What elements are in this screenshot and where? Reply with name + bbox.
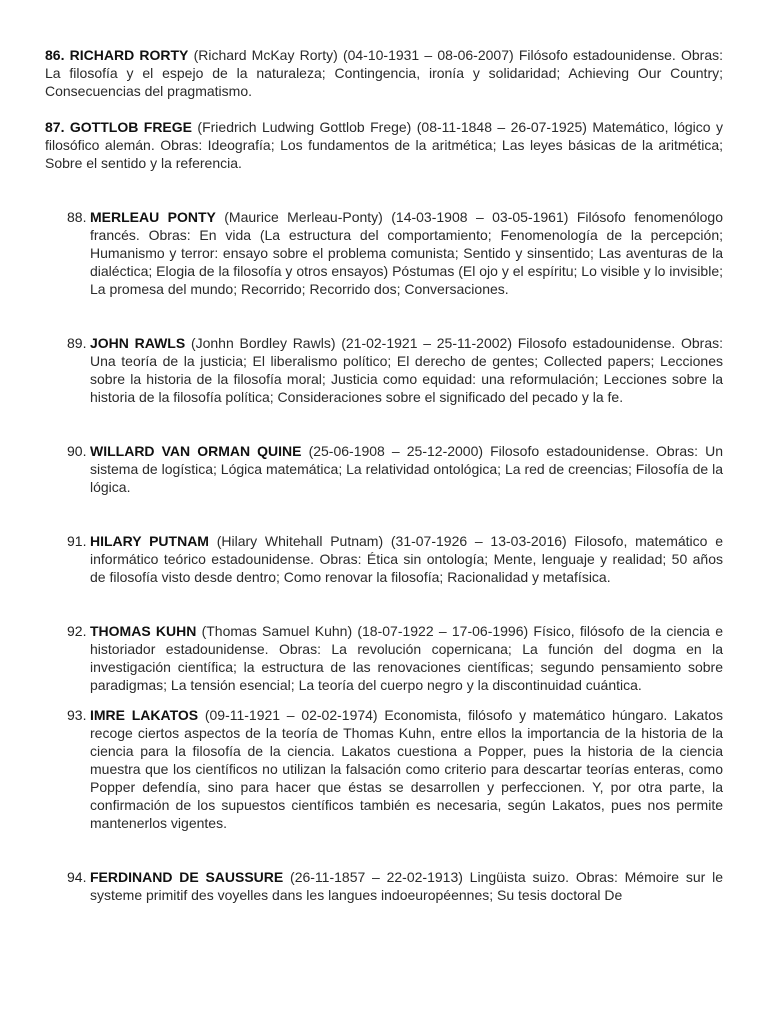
entry-94 — [45, 868, 723, 904]
entry-text: (Hilary Whitehall Putnam) (31-07-1926 – 13-03-2016) Filosofo, matemático e informático teórico estadounidense. Obras: Ética sin ontología; Mente, lenguaje y realidad; 50 años de filosofía visto desde dentro; Como renovar la filosofía; Racionalidad y metafísica. — [90, 533, 723, 585]
entry-name: HILARY PUTNAM — [90, 533, 209, 549]
entry-text: (25-06-1908 – 25-12-2000) Filosofo estadounidense. Obras: Un sistema de logística; Lógica matemática; La relatividad ontológica; La red de creencias; Filosofía de la lógica. — [90, 443, 724, 495]
entry-number: 87. — [45, 119, 65, 135]
entry-text: (Friedrich Ludwing Gottlob Frege) (08-11-1848 – 26-07-1925) Matemático, lógico y filosófico alemán. Obras: Ideografía; Los fundamentos de la aritmética; Las leyes básicas de la aritmética; Sobre el sentido y la referencia. — [45, 119, 724, 171]
entry-92 — [45, 622, 723, 694]
entry-name: WILLARD VAN ORMAN QUINE — [90, 443, 302, 459]
entry-text: (26-11-1857 – 22-02-1913) Lingüista suizo. Obras: Mémoire sur le systeme primitif des voyelles dans les langues indoeuropéennes; Su tesis doctoral De — [90, 869, 723, 903]
entry-name: THOMAS KUHN — [90, 623, 197, 639]
document-page — [45, 46, 723, 904]
entry-text: (Thomas Samuel Kuhn) (18-07-1922 – 17-06-1996) Físico, filósofo de la ciencia e historiador estadounidense. Obras: La revolución copernicana; La función del dogma en la investigación científica; la estructura de las renovaciones científicas; segundo pensamiento sobre paradigmas; La tensión esencial; La teoría del cuerpo negro y la discontinuidad cuántica. — [90, 623, 723, 693]
entry-name: RICHARD RORTY — [69, 47, 189, 63]
entry-91 — [45, 532, 723, 586]
entry-number: 93. — [67, 707, 87, 723]
entry-number: 91. — [67, 533, 87, 549]
entry-text: (Richard McKay Rorty) (04-10-1931 – 08-06-2007) Filósofo estadounidense. Obras: La filosofía y el espejo de la naturaleza; Contingencia, ironía y solidaridad; Achieving Our Country; Consecuencias del pragmatismo. — [45, 47, 723, 99]
entry-number: 94. — [67, 869, 87, 885]
entry-name: GOTTLOB FREGE — [69, 119, 192, 135]
entry-number: 92. — [67, 623, 87, 639]
entry-text: (Maurice Merleau-Ponty) (14-03-1908 – 03-05-1961) Filósofo fenomenólogo francés. Obras: En vida (La estructura del comportamiento; Fenomenología de la percepción; Humanismo y terror: ensayo sobre el problema comunista; Sentido y sinsentido; Las aventuras de la dialéctica; Elogia de la filosofía y otros ensayos) Póstumas (El ojo y el espíritu; Lo visible y lo invisible; La promesa del mundo; Recorrido; Recorrido dos; Conversaciones. — [90, 209, 723, 297]
entry-name: JOHN RAWLS — [90, 335, 186, 351]
entry-number: 86. — [45, 47, 65, 63]
entry-name: FERDINAND DE SAUSSURE — [90, 869, 284, 885]
entry-number: 88. — [67, 209, 87, 225]
entry-text: (Jonhn Bordley Rawls) (21-02-1921 – 25-11-2002) Filosofo estadounidense. Obras: Una teoría de la justicia; El liberalismo político; El derecho de gentes; Collected papers; Lecciones sobre la historia de la filosofía moral; Justicia como equidad: una reformulación; Lecciones sobre la historia de la filosofía política; Consideraciones sobre el significado del pecado y la fe. — [90, 335, 723, 405]
entry-89 — [45, 334, 723, 406]
entry-name: IMRE LAKATOS — [90, 707, 199, 723]
entry-87 — [45, 118, 723, 172]
entry-90 — [45, 442, 723, 496]
entry-93 — [45, 706, 723, 832]
entry-name: MERLEAU PONTY — [90, 209, 216, 225]
entry-number: 89. — [67, 335, 87, 351]
entry-text: (09-11-1921 – 02-02-1974) Economista, filósofo y matemático húngaro. Lakatos recoge ciertos aspectos de la teoría de Thomas Kuhn, entre ellos la importancia de la historia de la ciencia para la filosofía de la ciencia. Lakatos cuestiona a Popper, pues la historia de la ciencia muestra que los científicos no utilizan la falsación como criterio para descartar teorías enteras, como Popper defendía, sino para hacer que éstas se desarrollen y perfeccionen. Y, por otra parte, la confirmación de los supuestos científicos también es necesaria, según Lakatos, pues nos permite mantenerlos vigentes. — [90, 707, 724, 831]
entry-88 — [45, 208, 723, 298]
entry-number: 90. — [67, 443, 87, 459]
entry-86 — [45, 46, 723, 100]
